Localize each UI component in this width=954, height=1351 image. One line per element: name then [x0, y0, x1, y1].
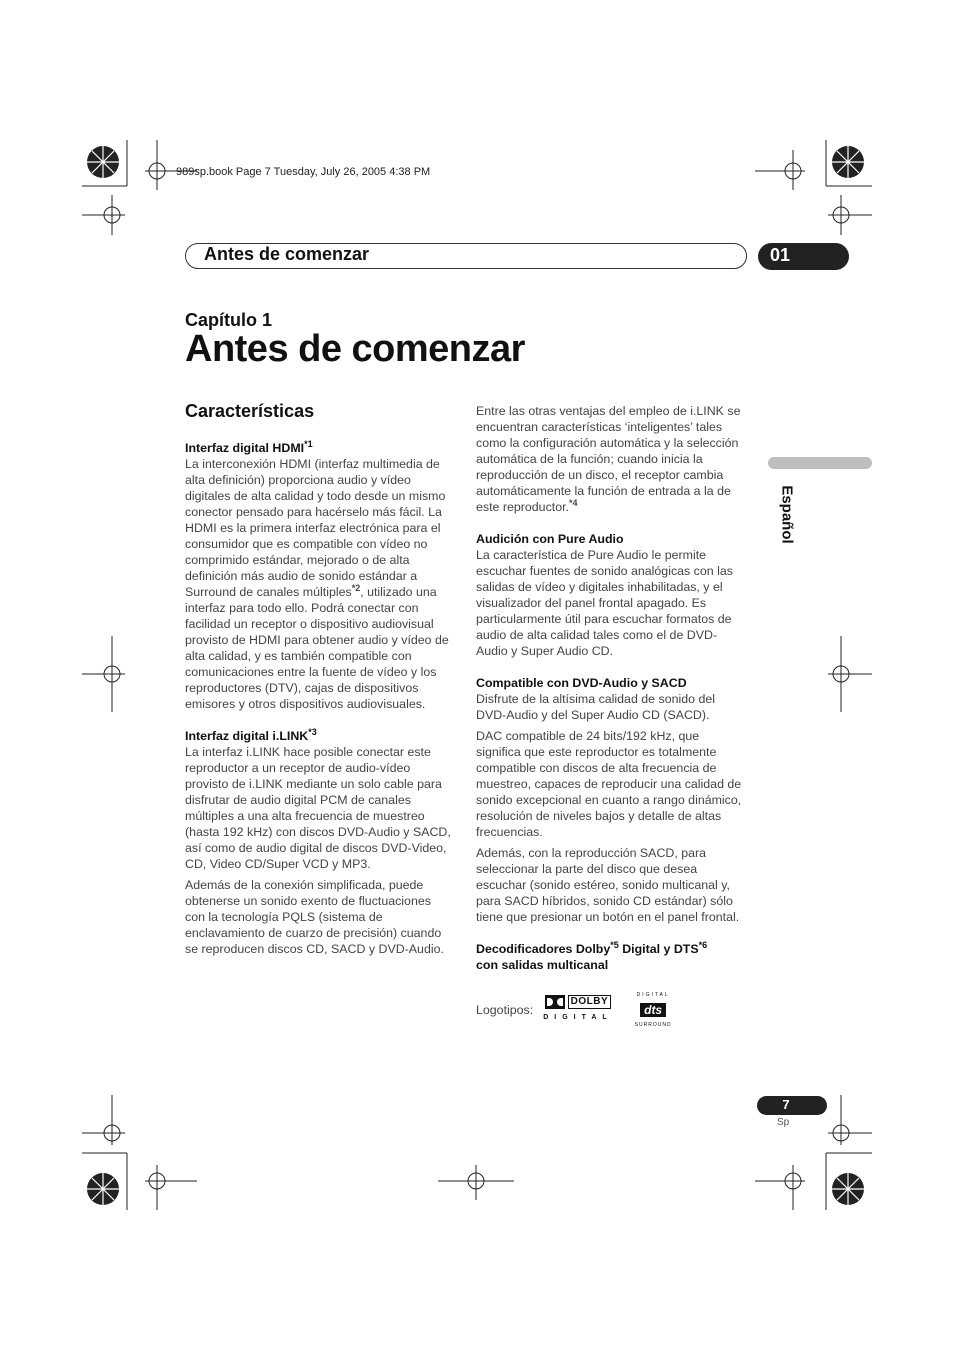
logos-label: Logotipos: — [476, 1003, 534, 1017]
chapter-number: 01 — [770, 245, 791, 265]
page-number: 7 — [782, 1097, 790, 1112]
paragraph-pure-audio: La característica de Pure Audio le permite escuchar fuentes de sonido analógicas con las salidas de vídeo y digitales inhabilitadas, y el visualizador del panel frontal apagado. Es particularmente útil para escuchar formatos de audio de alta calidad tales como el de DVD-Audio y Super Audio CD. — [476, 548, 733, 658]
dts-logo-icon: DIGITAL dts SURROUND — [634, 992, 672, 1028]
heading-hdmi: Interfaz digital HDMI$^{*1}$ — [185, 438, 313, 455]
heading-sacd: Compatible con DVD-Audio y SACD — [476, 676, 687, 690]
left-column — [185, 440, 453, 962]
paragraph-sacd-1: Disfrute de la altísima calidad de sonido del DVD-Audio y del Super Audio CD (SACD). — [476, 692, 715, 722]
section-title: Características — [185, 401, 315, 421]
chapter-label: Capítulo 1 — [185, 310, 273, 330]
print-info: 989sp.book Page 7 Tuesday, July 26, 2005 4:38 PM — [176, 166, 431, 178]
logos-row — [476, 987, 744, 1033]
dolby-dd-icon — [545, 995, 565, 1009]
paragraph-sacd-2: DAC compatible de 24 bits/192 kHz, que significa que este reproductor es totalmente compatible con discos de alta frecuencia de muestreo, capaces de reproducir una calidad de sonido excepcional en cuanto a rango dinámico, resolución de niveles bajos y detalle de altas frecuencias. — [476, 729, 742, 839]
heading-pure-audio: Audición con Pure Audio — [476, 532, 624, 546]
paragraph-sacd-3: Además, con la reproducción SACD, para seleccionar la parte del disco que desea escuchar (sonido estéreo, sonido multicanal y, para SACD híbridos, sonido CD estándar) sólo tiene que presionar un botón en el panel frontal. — [476, 846, 740, 924]
language-tab-bar — [768, 457, 872, 469]
heading-ilink: Interfaz digital i.LINK$^{*3}$ — [185, 726, 317, 743]
paragraph-ilink-1: La interfaz i.LINK hace posible conectar este reproductor a un receptor de audio-vídeo provisto de i.LINK mediante un solo cable para disfrutar de audio digital PCM de canales múltiples a una alta frecuencia de muestreo (hasta 192 kHz) con discos DVD-Audio y SACD, así como de audio digital de discos DVD-Video, CD, Video CD/Super VCD y MP3. — [185, 745, 451, 871]
page-language: Sp — [777, 1117, 790, 1128]
dolby-digital-logo-icon: DOLBY DIGITAL — [543, 995, 613, 1021]
language-label: Español — [778, 485, 796, 544]
header-title: Antes de comenzar — [204, 244, 370, 264]
paragraph-ilink-3: Entre las otras ventajas del empleo de i.LINK se encuentran características ‘inteligentes’ tales como la configuración automática y la selección automática de la función; cuando inicia la reproducción de un disco, el receptor cambia automáticamente la función de entrada a la de este reproductor.$^{*4}$ — [476, 404, 741, 514]
right-column — [476, 403, 744, 1033]
page-title: Antes de comenzar — [185, 328, 525, 370]
heading-decoders: Decodificadores Dolby$^{*5}$ Digital y DTS$^{*6}$ con salidas multicanal — [476, 939, 708, 972]
paragraph-hdmi: La interconexión HDMI (interfaz multimedia de alta definición) proporciona audio y vídeo digitales de alta calidad y todo desde un mismo conector pensado para hacérselo más fácil. La HDMI es la primera interfaz electrónica para el consumidor que es compatible con vídeo no comprimido estándar, mejorado o de alta definición más audio de sonido estándar a Surround de canales múltiples$^{*2}$, utilizado una interfaz para todo ello. Podrá conectar con facilidad un receptor o dispositivo audiovisual provisto de HDMI para obtener audio y vídeo de alta calidad, y es también compatible con comunicaciones entre la fuente de vídeo y los reproductores (DTV), cajas de dispositivos emisores y otros dispositivos audiovisuales. — [185, 457, 449, 711]
paragraph-ilink-2: Además de la conexión simplificada, puede obtenerse un sonido exento de fluctuaciones con la tecnología PQLS (sistema de enclavamiento de cuarzo de precisión) cuando se reproducen discos CD, SACD y DVD-Audio. — [185, 878, 444, 956]
